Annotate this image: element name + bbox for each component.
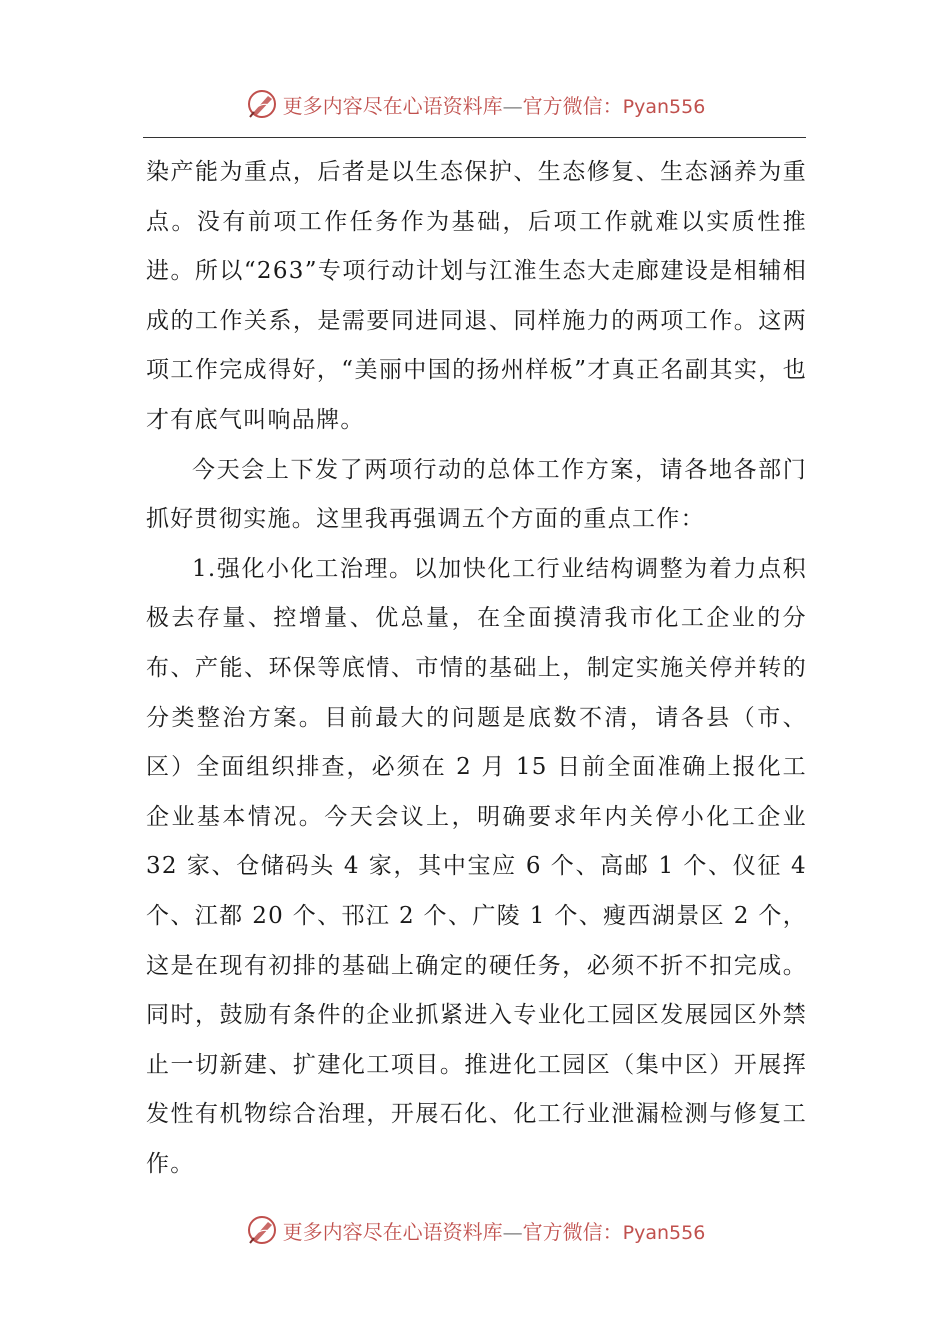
header-wechat-label: 官方微信： (522, 93, 623, 118)
header-divider (143, 137, 806, 138)
footer-banner-sep: — (502, 1219, 523, 1244)
header-banner (0, 84, 950, 124)
pen-logo-icon (245, 87, 279, 121)
header-banner-text (283, 90, 706, 119)
footer-banner-text (283, 1216, 706, 1245)
paragraph-1: 染产能为重点，后者是以生态保护、生态修复、生态涵养为重点。没有前项工作任务作为基础，后项工作就难以实质性推进。所以“263”专项行动计划与江淮生态大走廊建设是相辅相成的工作关系，是需要同进同退、同样施力的两项工作。这两项工作完成得好，“美丽中国的扬州样板”才真正名副其实，也才有底气叫响品牌。 (146, 159, 807, 433)
pen-logo-icon (245, 1213, 279, 1247)
paragraph-3: 1.强化小化工治理。以加快化工行业结构调整为着力点积极去存量、控增量、优总量，在全面摸清我市化工企业的分布、产能、环保等底情、市情的基础上，制定实施关停并转的分类整治方案。目前最大的问题是底数不清，请各县（市、区）全面组织排查，必须在 2 月 15 日前全面准确上报化工企业基本情况。今天会议上，明确要求年内关停小化工企业 32 家、仓储码头 4 家，其中宝应 6 个、高邮 1 个、仪征 4 个、江都 20 个、邗江 2 个、广陵 1 个、瘦西湖景区 2 个，这是在现有初排的基础上确定的硬任务，必须不折不扣完成。同时，鼓励有条件的企业抓紧进入专业化工园区发展园区外禁止一切新建、扩建化工项目。推进化工园区（集中区）开展挥发性有机物综合治理，开展石化、化工行业泄漏检测与修复工作。 (146, 555, 807, 1177)
header-banner-main: 更多内容尽在心语资料库 (282, 93, 503, 118)
footer-banner-main: 更多内容尽在心语资料库 (282, 1219, 503, 1244)
footer-banner (0, 1210, 950, 1250)
document-body (146, 148, 807, 1189)
footer-wechat-id: Pyan556 (622, 1221, 706, 1244)
header-wechat-id: Pyan556 (622, 95, 706, 118)
footer-wechat-label: 官方微信： (522, 1219, 623, 1244)
header-banner-sep: — (502, 93, 523, 118)
paragraph-2: 今天会上下发了两项行动的总体工作方案，请各地各部门抓好贯彻实施。这里我再强调五个方面的重点工作： (146, 456, 807, 533)
